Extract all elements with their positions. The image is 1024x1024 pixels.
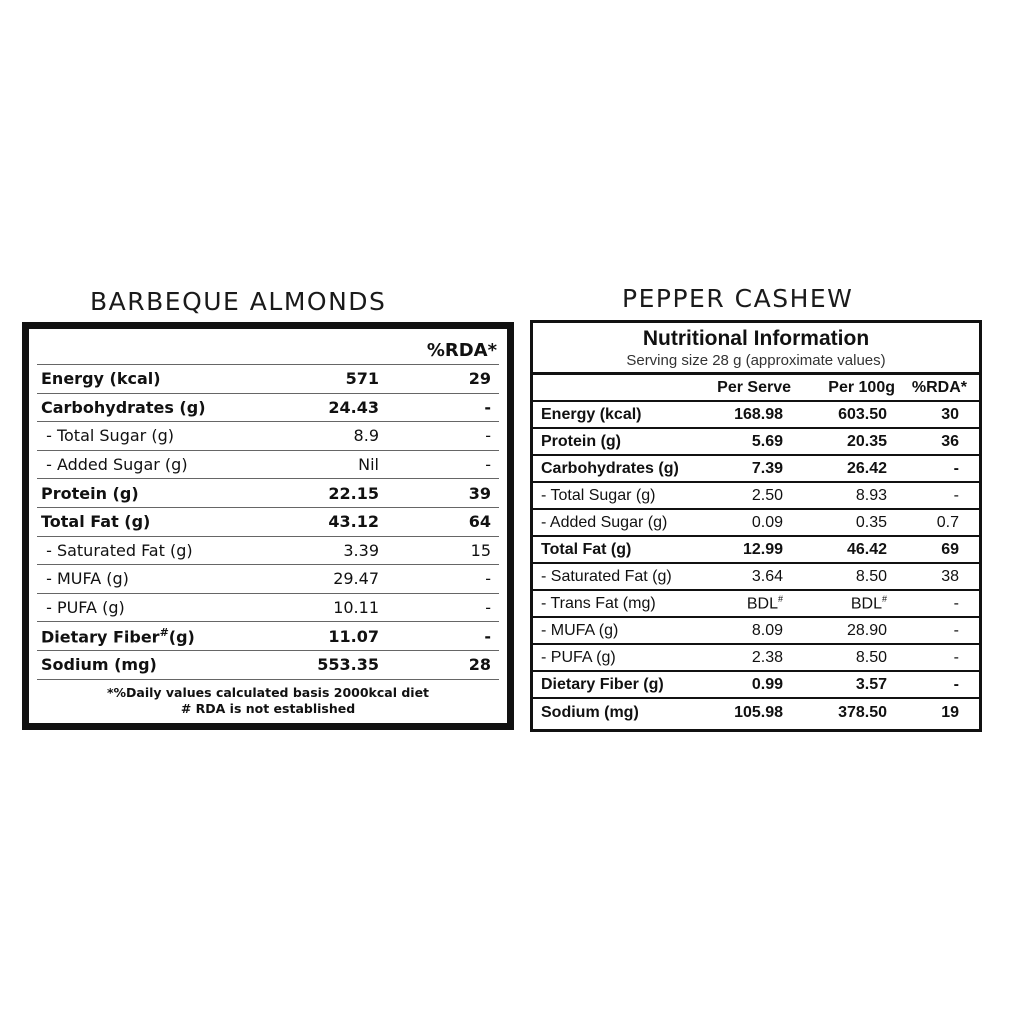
nutrient-name: Carbohydrates (g) xyxy=(541,459,679,477)
rda-header: %RDA* xyxy=(911,378,967,396)
per-100g-value: 8.50 xyxy=(855,648,887,666)
per-100g-value: 8.50 xyxy=(855,567,887,585)
nutrient-name: Sodium (mg) xyxy=(41,655,157,675)
nutrient-name: - PUFA (g) xyxy=(41,598,125,618)
pepper-cashew-title: PEPPER CASHEW xyxy=(622,284,854,313)
per-serve-value: 7.39 xyxy=(751,459,783,477)
rda-column-header: %RDA* xyxy=(426,340,497,361)
nutrient-value: 24.43 xyxy=(328,397,379,417)
table-row xyxy=(533,618,979,645)
table-row xyxy=(533,429,979,456)
per-100g-value: 8.93 xyxy=(855,486,887,504)
nutrient-rda: 29 xyxy=(468,369,491,389)
rda-value: 0.7 xyxy=(936,513,959,531)
nutrient-value: 8.9 xyxy=(353,426,379,446)
footnote-mark: # xyxy=(881,593,887,604)
nutrient-name: - PUFA (g) xyxy=(541,648,616,666)
barbeque-almonds-nutrition-table xyxy=(22,322,514,730)
footnote-daily-values: *%Daily values calculated basis 2000kcal diet xyxy=(106,684,430,700)
nutrient-name: - MUFA (g) xyxy=(41,569,129,589)
footnote-rda-not-established: # RDA is not established xyxy=(180,700,356,716)
per-100g-value: 26.42 xyxy=(846,459,887,477)
rda-value: 38 xyxy=(941,567,959,585)
rda-value: 30 xyxy=(941,405,959,423)
per-serve-value: 2.38 xyxy=(751,648,783,666)
nutrient-value: 22.15 xyxy=(328,483,379,503)
pepper-cashew-nutrition-table xyxy=(530,320,982,732)
barbeque-almonds-title: BARBEQUE ALMONDS xyxy=(90,287,387,316)
serving-size-note: Serving size 28 g (approximate values) xyxy=(626,352,886,369)
nutrient-rda: 39 xyxy=(468,483,491,503)
per-100g-value: 603.50 xyxy=(838,405,887,423)
table-row xyxy=(37,365,499,394)
per-100g-value: 0.35 xyxy=(855,513,887,531)
nutrient-rda: - xyxy=(484,397,491,417)
nutrient-name: Total Fat (g) xyxy=(541,540,632,558)
nutrient-name: - MUFA (g) xyxy=(541,621,619,639)
table-row xyxy=(37,508,499,537)
nutrient-name: Protein (g) xyxy=(541,432,621,450)
per-100g-value: 28.90 xyxy=(846,621,887,639)
nutrient-name: Dietary Fiber#(g) xyxy=(41,625,195,647)
per-100g-value: BDL# xyxy=(850,593,887,613)
nutrition-heading xyxy=(533,323,979,375)
nutrient-name: - Added Sugar (g) xyxy=(41,455,188,475)
nutrient-value: 553.35 xyxy=(317,655,379,675)
rda-value: 36 xyxy=(941,432,959,450)
per-100g-value: 20.35 xyxy=(846,432,887,450)
per-serve-value: 8.09 xyxy=(751,621,783,639)
nutrient-rda: - xyxy=(485,455,491,475)
nutrient-value: Nil xyxy=(358,455,379,475)
table-row xyxy=(533,483,979,510)
per-serve-value: 105.98 xyxy=(734,703,783,721)
nutrient-rda: - xyxy=(485,598,491,618)
nutrient-name: - Total Sugar (g) xyxy=(541,486,656,504)
table-row xyxy=(533,564,979,591)
table-row xyxy=(37,594,499,623)
rda-value: 69 xyxy=(941,540,959,558)
nutrient-name: Carbohydrates (g) xyxy=(41,397,206,417)
nutrient-name: - Saturated Fat (g) xyxy=(541,567,672,585)
table-row xyxy=(37,565,499,594)
rda-value: 19 xyxy=(941,703,959,721)
table-row xyxy=(37,622,499,651)
table-row xyxy=(37,451,499,480)
rda-value: - xyxy=(953,594,959,612)
nutrient-name: - Saturated Fat (g) xyxy=(41,540,193,560)
per-serve-value: 5.69 xyxy=(751,432,783,450)
nutrient-name: Protein (g) xyxy=(41,483,139,503)
per-100g-value: 378.50 xyxy=(838,703,887,721)
per-serve-value: BDL# xyxy=(746,593,783,613)
nutrient-rda: - xyxy=(485,569,491,589)
per-serve-value: 168.98 xyxy=(734,405,783,423)
table-row xyxy=(533,699,979,726)
per-serve-value: 0.99 xyxy=(751,675,783,693)
nutrient-rda: - xyxy=(484,626,491,646)
rda-value: - xyxy=(953,486,959,504)
per-100g-header: Per 100g xyxy=(828,378,895,396)
table-row xyxy=(37,394,499,423)
per-serve-value: 0.09 xyxy=(751,513,783,531)
nutrient-name: Dietary Fiber (g) xyxy=(541,675,664,693)
nutrient-name: - Trans Fat (mg) xyxy=(541,594,656,612)
nutrient-rda: 15 xyxy=(470,540,491,560)
per-serve-header: Per Serve xyxy=(717,378,791,396)
nutrient-value: 10.11 xyxy=(333,598,379,618)
footnotes xyxy=(37,680,499,717)
table-row xyxy=(533,510,979,537)
rda-value: - xyxy=(953,675,959,693)
footnote-mark: # xyxy=(777,593,783,604)
table-row xyxy=(37,422,499,451)
nutrient-name: Sodium (mg) xyxy=(541,703,639,721)
nutrient-value: 11.07 xyxy=(328,626,379,646)
table-row xyxy=(37,479,499,508)
nutrient-name: Energy (kcal) xyxy=(41,369,161,389)
footnote-mark: # xyxy=(159,625,169,639)
rda-value: - xyxy=(953,459,959,477)
per-serve-value: 3.64 xyxy=(751,567,783,585)
per-100g-value: 46.42 xyxy=(846,540,887,558)
nutrient-value: 571 xyxy=(345,369,379,389)
nutrient-name: Total Fat (g) xyxy=(41,512,151,532)
table-row xyxy=(533,672,979,699)
table-row xyxy=(37,651,499,680)
rda-value: - xyxy=(953,648,959,666)
nutrient-value: 3.39 xyxy=(343,540,379,560)
nutrient-rda: - xyxy=(485,426,491,446)
table-row xyxy=(37,537,499,566)
rda-value: - xyxy=(953,621,959,639)
table-row xyxy=(533,402,979,429)
nutrient-name: - Added Sugar (g) xyxy=(541,513,668,531)
per-100g-value: 3.57 xyxy=(855,675,887,693)
table-row xyxy=(533,456,979,483)
nutrient-name: Energy (kcal) xyxy=(541,405,642,423)
nutrient-rda: 64 xyxy=(468,512,491,532)
table-row xyxy=(533,645,979,672)
column-header-row xyxy=(533,375,979,402)
rda-header-row xyxy=(37,337,499,365)
nutrient-value: 43.12 xyxy=(328,512,379,532)
table-row xyxy=(533,591,979,618)
per-serve-value: 12.99 xyxy=(742,540,783,558)
table-row xyxy=(533,537,979,564)
nutrient-value: 29.47 xyxy=(333,569,379,589)
nutrient-rda: 28 xyxy=(468,655,491,675)
nutrient-name: - Total Sugar (g) xyxy=(41,426,174,446)
per-serve-value: 2.50 xyxy=(751,486,783,504)
nutritional-information-heading: Nutritional Information xyxy=(642,327,870,350)
